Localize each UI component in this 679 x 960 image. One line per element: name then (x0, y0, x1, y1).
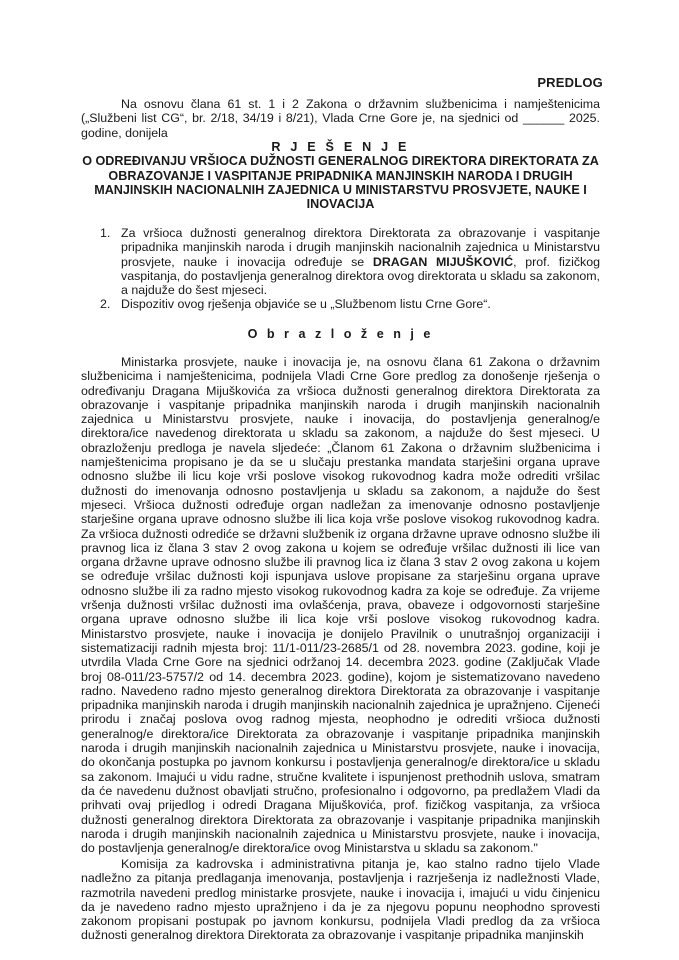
decision-items-list (81, 226, 600, 312)
item-number: 1. (100, 226, 111, 240)
decision-title: R J E Š E N J E (271, 140, 410, 154)
proposal-stamp: PREDLOG (537, 75, 603, 90)
item-text-after: , prof. fizičkog vaspitanja, do postavljenja generalnog direktora ovog direktorata u skladu sa zakonom, a najduže do šest mjeseci. (121, 254, 601, 298)
item-text-before: Za vršioca dužnosti generalnog direktora Direktorata za obrazovanje i vaspitanje pripadnika manjinskih naroda i drugih manjinskih nacionalnih zajednica u Ministarstvu prosvjete, nauke i inovacija određuje se (121, 226, 600, 269)
decision-item (81, 226, 600, 297)
decision-item (81, 297, 600, 311)
reasoning-paragraph-1: Ministarka prosvjete, nauke i inovacija je, na osnovu člana 61 Zakona o državnim službenicima i namještenicima, podnijela Vladi Crne Gore predlog za donošenje rješenja o određivanju Dragana Mijuškovića za vršioca dužnosti generalnog direktora Direktorata za obrazovanje i vaspitanje pripadnika manjinskih naroda i drugih manjinskih nacionalnih zajednica u Ministarstvu prosvjete, nauke i inovacija, do postavljenja generalnog/e direktora/ice navedenog direktorata u skladu sa zakonom, a najduže do šest mjeseci. U obrazloženju predloga je navela sljedeće: „Članom 61 Zakona o državnim službenicima i namještenicima propisano je da se u slučaju prestanka mandata starješini organa uprave odnosno službe ili licu koje vrši poslove visokog rukovodnog kadra može odrediti vršilac dužnosti do imenovanja odnosno postavljenja u skladu sa zakonom, a najduže do šest mjeseci. Vršioca dužnosti određuje organ nadležan za imenovanje odnosno postavljenje starješine organa uprave odnosno službe ili lica koja vrše poslove visokog rukovodnog kadra. Za vršioca dužnosti odrediće se državni službenik iz organa državne uprave odnosno službe ili pravnog lica iz člana 3 stav 2 ovog zakona u kojem se određuje vršilac dužnosti ili lice van organa državne uprave odnosno službe ili pravnog lica iz člana 3 stav 2 ovog zakona u kojem se određuje vršilac dužnosti koji ispunjava uslove propisane za starješinu organa uprave odnosno službe ili za radno mjesto visokog rukovodnog kadra za koje se određuje. Za vrijeme vršenja dužnosti vršilac dužnosti ima ovlašćenja, prava, obaveze i odgovornosti starješine organa uprave odnosno službe ili lica koje vrši poslove visokog rukovodnog kadra. Ministarstvo prosvjete, nauke i inovacija je donijelo Pravilnik o unutrašnjoj organizaciji i sistematizaciji radnih mjesta broj: 11/1-011/23-2685/1 od 28. novembra 2023. godine, koji je utvrdila Vlada Crne Gore na sjednici održanoj 14. decembra 2023. godine (Zaključak Vlade broj 08-011/23-5757/2 od 14. decembra 2023. godine), kojom je sistematizovano navedeno radno. Navedeno radno mjesto generalnog direktora Direktorata za obrazovanje i vaspitanje pripadnika manjinskih naroda i drugih manjinskih nacionalnih zajednica je upražnjeno. Cijeneći prirodu i značaj poslova ovog radnog mjesta, neophodno je odrediti vršioca dužnosti generalnog/e direktora/ice Direktorata za obrazovanje i vaspitanje pripadnika manjinskih naroda i drugih manjinskih nacionalnih zajednica u Ministarstvu prosvjete, nauke i inovacija, do okončanja postupka po javnom konkursu i postavljenja generalnog/e direktora/ice u skladu sa zakonom. Imajući u vidu radne, stručne kvalitete i ispunjenost prethodnih uslova, smatram da će navedenu dužnost obavljati stručno, profesionalno i odgovorno, pa predlažem Vladi da prihvati ovaj prijedlog i odredi Dragana Mijuškovića, prof. fizičkog vaspitanja, za vršioca dužnosti generalnog direktora Direktorata za obrazovanje i vaspitanje pripadnika manjinskih naroda i drugih manjinskih nacionalnih zajednica u Ministarstvu prosvjete, nauke i inovacija, do postavljenja generalnog/e direktora/ice ovog Ministarstva u skladu sa zakonom." (81, 355, 600, 856)
decision-subtitle: O ODREĐIVANJU VRŠIOCA DUŽNOSTI GENERALNOG DIREKTORA DIREKTORATA ZA OBRAZOVANJE I VASPITANJE PRIPADNIKA MANJINSKIH NARODA I DRUGIH MANJINSKIH NACIONALNIH ZAJEDNICA U MINISTARSTVU PROSVJETE, NAUKE I INOVACIJA (82, 154, 599, 212)
item-text: Dispozitiv ovog rješenja objaviće se u „Službenom listu Crne Gore“. (121, 297, 491, 312)
appointee-name: DRAGAN MIJUŠKOVIĆ (372, 254, 514, 269)
decision-title-block (81, 140, 600, 211)
reasoning-title: O b r a z l o ž e n j e (247, 327, 434, 341)
preamble-paragraph: Na osnovu člana 61 st. 1 i 2 Zakona o državnim službenicima i namještenicima („Službeni list CG“, br. 2/18, 34/19 i 8/21), Vlada Crne Gore je, na sjednici od ______ 2025. godine, donijela (81, 97, 600, 140)
item-number: 2. (100, 297, 111, 312)
reasoning-paragraph-2: Komisija za kadrovska i administrativna pitanja je, kao stalno radno tijelo Vlade nadležno za pitanja predlaganja imenovanja, postavljenja i razrješenja iz nadležnosti Vlade, razmotrila navedeni predlog ministarke prosvjete, nauke i inovacija i, imajući u vidu činjenicu da je navedeno radno mjesto upražnjeno i da je za njegovu popunu neophodno sprovesti zakonom propisani postupak po javnom konkursu, podnijela Vladi predlog da za vršioca dužnosti generalnog direktora Direktorata za obrazovanje i vaspitanje pripadnika manjinskih (81, 857, 600, 943)
